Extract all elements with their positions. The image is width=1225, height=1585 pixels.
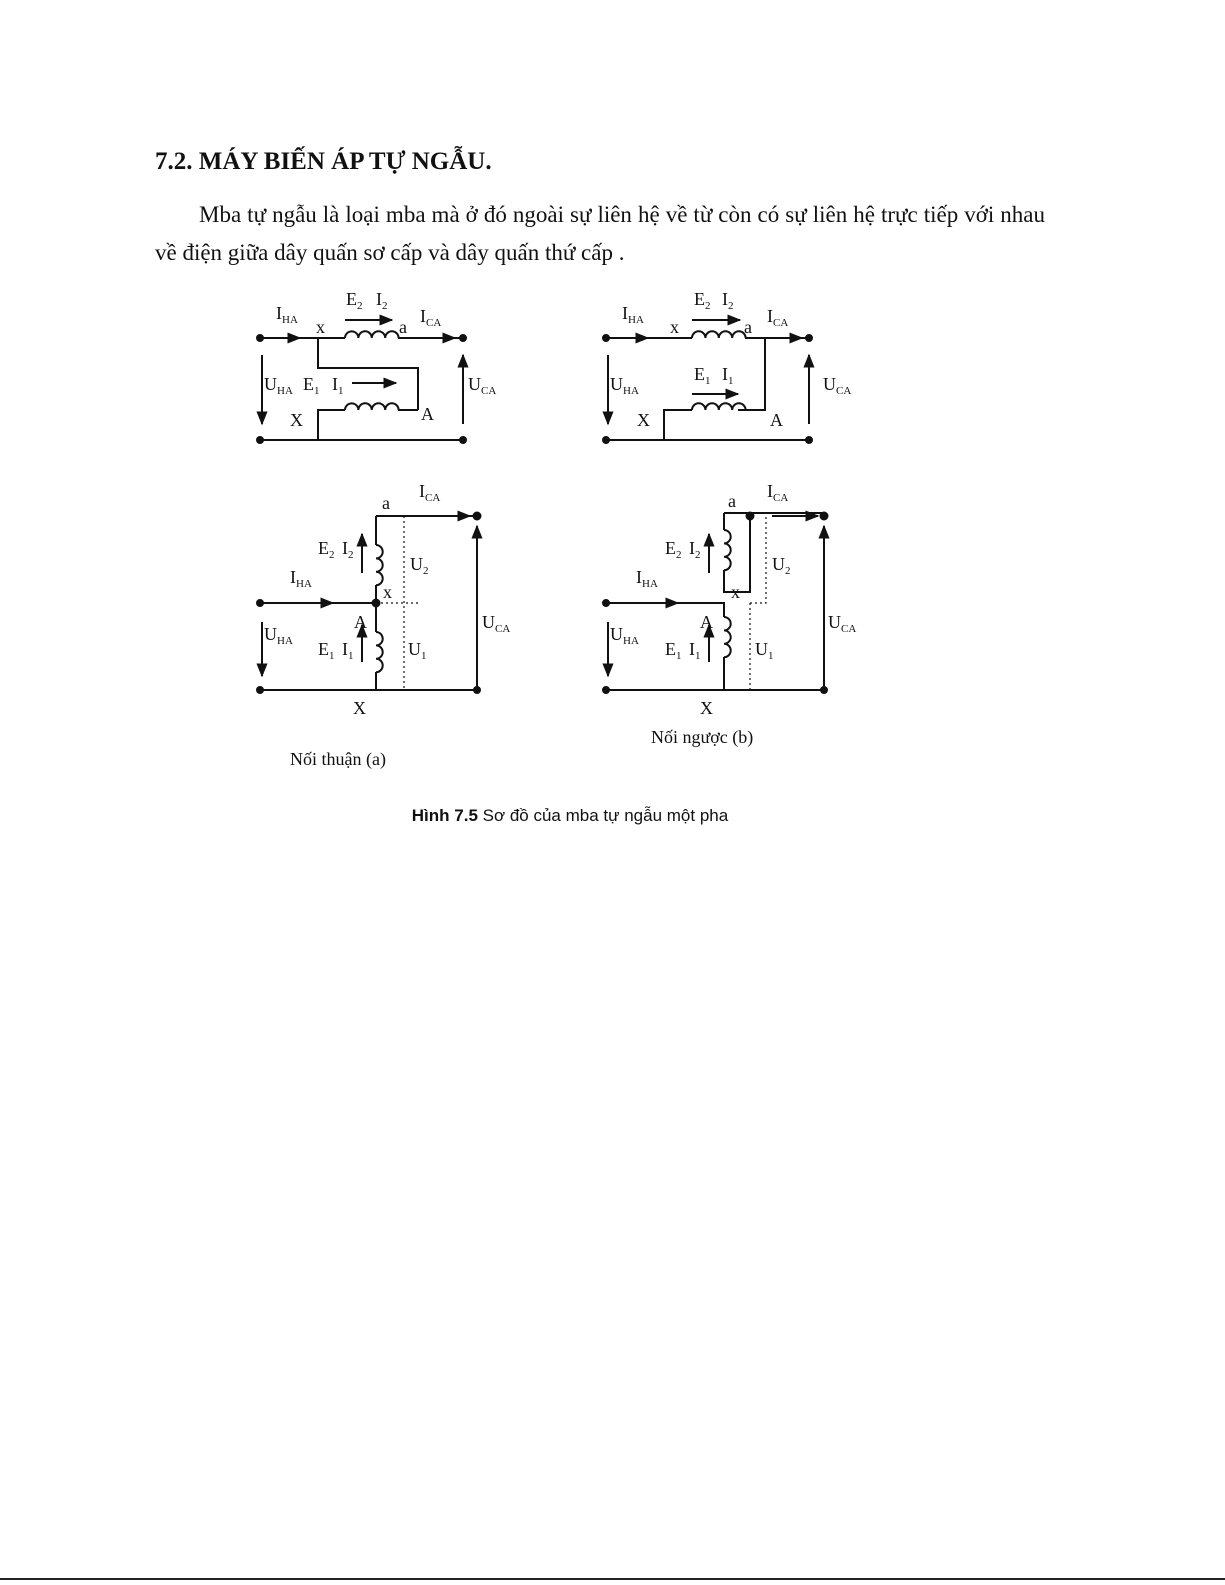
figure-caption	[0, 806, 1140, 826]
label-u-ha: $U_{HA}$	[264, 374, 293, 397]
label-e2: $E_2$	[346, 289, 363, 312]
label-i-ha: $I_{HA}$	[276, 303, 298, 326]
label-u-ha: $U_{HA}$	[264, 624, 293, 647]
subfigure-label-a: Nối thuận (a)	[290, 749, 386, 769]
label-u-ca: $U_{CA}$	[828, 612, 857, 635]
label-i2: $I_2$	[376, 289, 388, 312]
label-u-ca: $U_{CA}$	[468, 374, 497, 397]
label-e1: $E_1$	[665, 639, 682, 662]
figure-caption-text: Sơ đồ của mba tự ngẫu một pha	[477, 806, 729, 825]
terminal-x: x	[316, 317, 325, 337]
terminal-X: X	[700, 698, 713, 718]
label-i-ha: $I_{HA}$	[622, 303, 644, 326]
circuit-top-left	[257, 320, 466, 443]
label-u2: $U_2$	[410, 554, 429, 577]
terminal-A: A	[421, 404, 434, 424]
terminal-a: a	[399, 317, 407, 337]
terminal-x: x	[670, 317, 679, 337]
label-i2: $I_2$	[342, 538, 354, 561]
terminal-X: X	[290, 410, 303, 430]
label-i1: $I_1$	[689, 639, 701, 662]
terminal-X: X	[353, 698, 366, 718]
section-heading: 7.2. MÁY BIẾN ÁP TỰ NGẪU.	[155, 148, 492, 175]
label-u1: $U_1$	[408, 639, 427, 662]
label-i1: $I_1$	[332, 374, 344, 397]
label-e2: $E_2$	[665, 538, 682, 561]
label-i-ca: $I_{CA}$	[767, 306, 789, 329]
label-u-ca: $U_{CA}$	[482, 612, 511, 635]
label-u-ha: $U_{HA}$	[610, 374, 639, 397]
label-i-ha: $I_{HA}$	[636, 567, 658, 590]
label-i-ca: $I_{CA}$	[420, 306, 442, 329]
terminal-A: A	[770, 410, 783, 430]
label-i-ha: $I_{HA}$	[290, 567, 312, 590]
label-u2: $U_2$	[772, 554, 791, 577]
terminal-x: x	[383, 582, 392, 602]
label-i1: $I_1$	[342, 639, 354, 662]
circuit-bottom-left	[257, 513, 481, 694]
terminal-x: x	[731, 582, 740, 602]
label-e2: $E_2$	[694, 289, 711, 312]
terminal-a: a	[744, 317, 752, 337]
label-u-ha: $U_{HA}$	[610, 624, 639, 647]
label-e1: $E_1$	[694, 364, 711, 387]
circuit-bottom-right	[603, 513, 828, 694]
label-e1: $E_1$	[318, 639, 335, 662]
diagram-labels	[264, 289, 856, 770]
label-i2: $I_2$	[689, 538, 701, 561]
terminal-a: a	[728, 491, 736, 511]
label-u1: $U_1$	[755, 639, 774, 662]
page-bottom-rule	[0, 1578, 1225, 1580]
terminal-a: a	[382, 493, 390, 513]
label-i-ca: $I_{CA}$	[419, 481, 441, 504]
section-paragraph: Mba tự ngẫu là loại mba mà ở đó ngoài sự liên hệ về từ còn có sự liên hệ trực tiếp với nhau về điện giữa dây quấn sơ cấp và dây quấn thứ cấp .	[155, 202, 1045, 265]
subfigure-label-b: Nối ngược (b)	[651, 727, 754, 747]
terminal-X: X	[637, 410, 650, 430]
terminal-A: A	[354, 612, 367, 632]
label-i1: $I_1$	[722, 364, 734, 387]
label-u-ca: $U_{CA}$	[823, 374, 852, 397]
label-e1: $E_1$	[303, 374, 320, 397]
figure-caption-number: Hình 7.5	[411, 806, 478, 825]
terminal-A: A	[700, 612, 713, 632]
label-e2: $E_2$	[318, 538, 335, 561]
label-i2: $I_2$	[722, 289, 734, 312]
label-i-ca: $I_{CA}$	[767, 481, 789, 504]
